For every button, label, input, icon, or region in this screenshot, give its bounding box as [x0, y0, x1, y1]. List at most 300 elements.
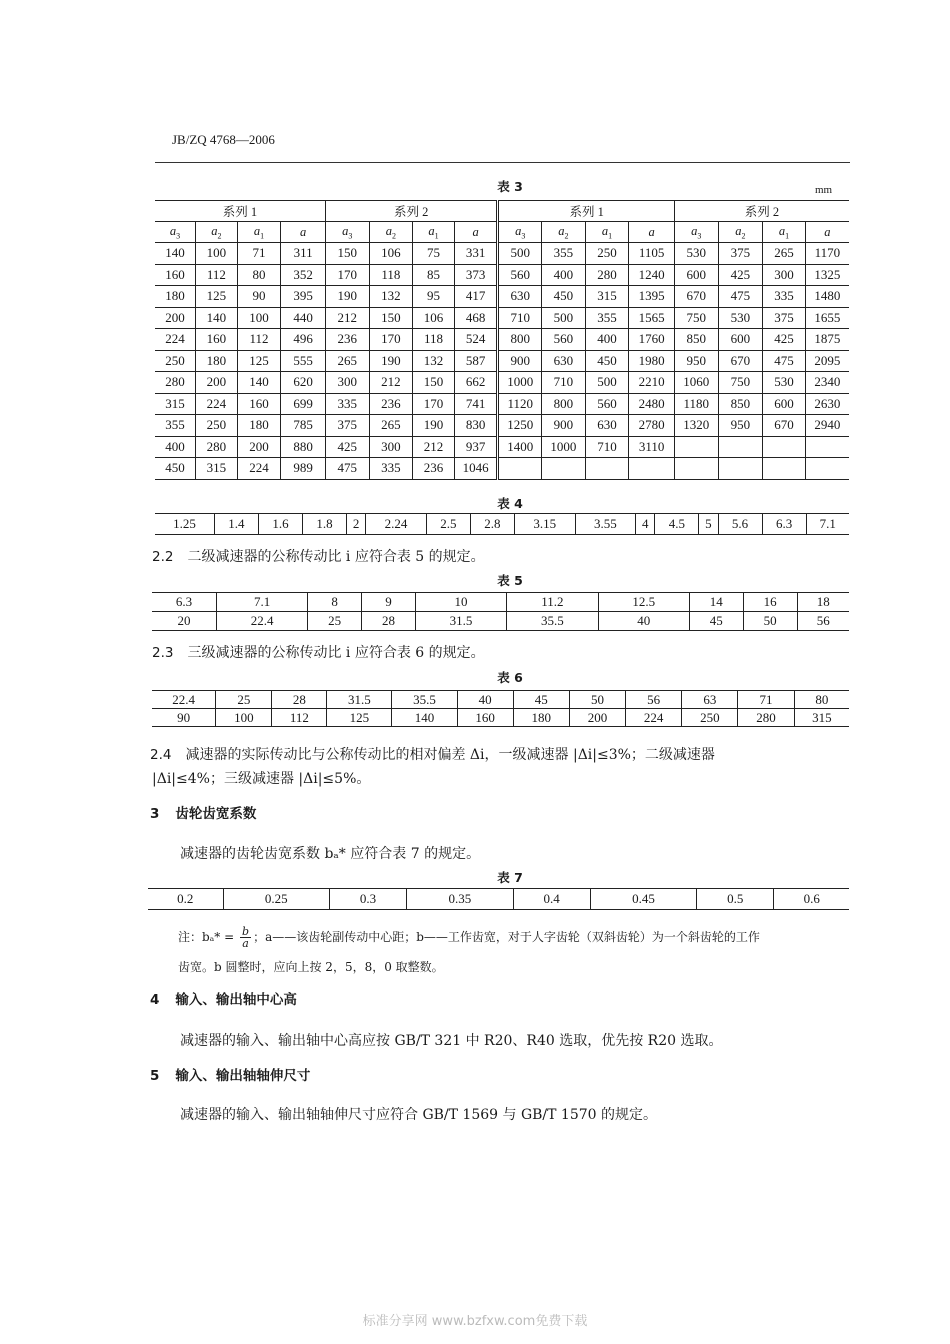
table-cell: 190: [369, 350, 413, 372]
table-cell: 630: [585, 415, 629, 437]
table-cell: [542, 458, 586, 480]
section-3-heading: [150, 802, 256, 822]
table-cell: 352: [281, 264, 326, 286]
table-cell: 9: [362, 593, 416, 612]
table-cell: 250: [682, 709, 738, 727]
table3-col-symbol: a: [385, 223, 392, 238]
table-cell: 1325: [805, 264, 849, 286]
table-cell: 265: [325, 350, 369, 372]
table-cell: 400: [542, 264, 586, 286]
table3-col-a: [629, 222, 675, 243]
table-cell: 5: [699, 514, 718, 535]
table-cell: 750: [674, 307, 718, 329]
table-cell: 100: [216, 709, 272, 727]
table-cell: 1000: [498, 372, 542, 394]
table-cell: 0.25: [223, 889, 329, 910]
table3-col-a2: [369, 222, 413, 243]
table-cell: 375: [763, 307, 806, 329]
table3-col-subscript: 3: [697, 231, 702, 241]
table-cell: 250: [155, 350, 196, 372]
table3-col-subscript: 3: [521, 231, 526, 241]
table-cell: 0.35: [407, 889, 513, 910]
table-cell: 1060: [674, 372, 718, 394]
table3-col-symbol: a: [342, 223, 349, 238]
table-cell: 4: [636, 514, 655, 535]
table-cell: 180: [237, 415, 281, 437]
table-cell: 2095: [805, 350, 849, 372]
table-cell: 280: [585, 264, 629, 286]
table-row: [155, 415, 849, 437]
footer-watermark: 标准分享网 www.bzfxw.com免费下载: [362, 1314, 588, 1329]
table-cell: 56: [626, 691, 682, 709]
table-cell: 150: [325, 243, 369, 265]
table3-col-subscript: 2: [392, 231, 396, 241]
table-cell: 1046: [454, 458, 498, 480]
table-row: [155, 436, 849, 458]
para-2-4-line1: [150, 744, 715, 764]
table-cell: 125: [237, 350, 281, 372]
table-cell: 200: [569, 709, 625, 727]
table-cell: 0.4: [513, 889, 590, 910]
section-5-number: 5: [150, 1068, 160, 1084]
table3-col-a3: [325, 222, 369, 243]
table-cell: 140: [237, 372, 281, 394]
table5-caption: 表 5: [497, 573, 523, 588]
table-cell: 170: [413, 393, 455, 415]
note-line1-rest: ；a——该齿轮副传动中心距；b——工作齿宽，对于人字齿轮（双斜齿轮）为一个斜齿轮的工作: [253, 930, 760, 944]
table-cell: 1000: [542, 436, 586, 458]
table-cell: 699: [281, 393, 326, 415]
table-cell: [629, 458, 675, 480]
table-cell: 90: [152, 709, 216, 727]
table-cell: 80: [237, 264, 281, 286]
table3-col-symbol: a: [299, 224, 307, 239]
table-cell: 35.5: [507, 612, 598, 631]
table4: [155, 513, 849, 535]
table-cell: 500: [542, 307, 586, 329]
table6-caption: 表 6: [497, 670, 523, 685]
table-cell: 90: [237, 286, 281, 308]
table-cell: 1400: [498, 436, 542, 458]
table-cell: 425: [325, 436, 369, 458]
table-cell: 1480: [805, 286, 849, 308]
table-cell: 224: [155, 329, 196, 351]
table3-col-symbol: a: [253, 223, 261, 238]
table-cell: 212: [413, 436, 455, 458]
table-cell: 530: [674, 243, 718, 265]
table-cell: 170: [325, 264, 369, 286]
table3-col-a1: [237, 222, 281, 243]
table-cell: 2780: [629, 415, 675, 437]
table-cell: 40: [457, 691, 513, 709]
para-2-4-text-line1: 减速器的实际传动比与公称传动比的相对偏差 Δi，一级减速器 |Δi|≤3%；二级减速器: [185, 747, 715, 763]
table-cell: 28: [272, 691, 327, 709]
table-cell: 200: [196, 372, 238, 394]
table-cell: 1395: [629, 286, 675, 308]
table-cell: 150: [413, 372, 455, 394]
table3-col-subscript: 2: [741, 231, 746, 241]
table-cell: 224: [196, 393, 238, 415]
table-cell: 425: [718, 264, 763, 286]
table-cell: 2.24: [366, 514, 427, 535]
table-cell: 989: [281, 458, 326, 480]
table-cell: 280: [738, 709, 794, 727]
header-rule: [155, 162, 850, 163]
table3-col-a2: [542, 222, 586, 243]
para-3: 减速器的齿轮齿宽系数 bₐ* 应符合表 7 的规定。: [180, 846, 481, 862]
table3-col-subscript: 3: [348, 231, 353, 241]
table-cell: 22.4: [152, 691, 216, 709]
table-cell: 1565: [629, 307, 675, 329]
table-cell: 620: [281, 372, 326, 394]
table-cell: 250: [196, 415, 238, 437]
table5: [152, 592, 849, 631]
table3-col-symbol: a: [648, 224, 655, 239]
table-cell: [674, 436, 718, 458]
section-4-title: 输入、输出轴中心高: [175, 992, 297, 1008]
table7: [148, 888, 849, 910]
table-cell: 125: [327, 709, 392, 727]
table3-col-subscript: 1: [260, 231, 265, 241]
table-cell: [718, 458, 763, 480]
section-5-heading: [150, 1064, 310, 1084]
table-cell: 0.3: [329, 889, 406, 910]
table3-col-subscript: 1: [608, 231, 613, 241]
table-cell: 28: [362, 612, 416, 631]
table-cell: 265: [369, 415, 413, 437]
table-cell: [763, 436, 806, 458]
table3-col-a: [454, 222, 498, 243]
table-cell: 25: [308, 612, 362, 631]
table-cell: 710: [498, 307, 542, 329]
table-cell: 850: [718, 393, 763, 415]
table-cell: 1655: [805, 307, 849, 329]
table-cell: 12.5: [598, 593, 689, 612]
table-cell: 190: [325, 286, 369, 308]
para-2-3: [152, 642, 485, 662]
table-cell: 106: [369, 243, 413, 265]
table-cell: 450: [542, 286, 586, 308]
table-cell: 670: [763, 415, 806, 437]
table-cell: 600: [674, 264, 718, 286]
table-row: [155, 372, 849, 394]
table-cell: 112: [272, 709, 327, 727]
table3-col-a: [805, 222, 849, 243]
table-cell: 6.3: [152, 593, 216, 612]
table-cell: 315: [794, 709, 849, 727]
table-cell: 4.5: [655, 514, 699, 535]
table3-col-a3: [498, 222, 542, 243]
table-cell: 40: [598, 612, 689, 631]
table-cell: 125: [196, 286, 238, 308]
table-cell: 280: [196, 436, 238, 458]
table-cell: 600: [718, 329, 763, 351]
table-cell: 1120: [498, 393, 542, 415]
table-cell: 0.6: [774, 889, 849, 910]
table-cell: 710: [585, 436, 629, 458]
table-cell: 31.5: [415, 612, 506, 631]
table-row: [155, 393, 849, 415]
table3-col-a1: [585, 222, 629, 243]
table-cell: [805, 458, 849, 480]
table-cell: 3110: [629, 436, 675, 458]
table-cell: 2.5: [426, 514, 470, 535]
table-cell: 140: [392, 709, 457, 727]
table-cell: 3.15: [514, 514, 575, 535]
table3-series2-right: 系列 2: [674, 201, 849, 222]
table-cell: 355: [585, 307, 629, 329]
table3-col-symbol: a: [472, 224, 479, 239]
table-cell: 530: [718, 307, 763, 329]
table-cell: 112: [237, 329, 281, 351]
table-row: [155, 286, 849, 308]
table-cell: 880: [281, 436, 326, 458]
table-cell: 335: [763, 286, 806, 308]
table-cell: 450: [155, 458, 196, 480]
table7-caption: 表 7: [497, 870, 523, 885]
table-cell: 140: [155, 243, 196, 265]
table-cell: 160: [457, 709, 513, 727]
table-cell: 355: [542, 243, 586, 265]
table-cell: 800: [542, 393, 586, 415]
table-cell: 315: [196, 458, 238, 480]
table-cell: 2630: [805, 393, 849, 415]
table-cell: 160: [196, 329, 238, 351]
table-cell: 224: [237, 458, 281, 480]
table3: [155, 200, 849, 480]
table3-col-symbol: a: [515, 223, 522, 238]
table-cell: 2480: [629, 393, 675, 415]
table-cell: 331: [454, 243, 498, 265]
table3-col-subscript: 3: [176, 231, 181, 241]
table3-caption: 表 3: [497, 179, 523, 194]
table-cell: 800: [498, 329, 542, 351]
section-3-title: 齿轮齿宽系数: [175, 806, 257, 822]
table-cell: 118: [369, 264, 413, 286]
table-cell: 395: [281, 286, 326, 308]
table-row: [155, 307, 849, 329]
table-cell: 85: [413, 264, 455, 286]
section-4-heading: [150, 988, 297, 1008]
table-cell: [585, 458, 629, 480]
table3-col-symbol: a: [691, 223, 698, 238]
table3-col-a3: [155, 222, 196, 243]
table-cell: 311: [281, 243, 326, 265]
table-cell: 10: [415, 593, 506, 612]
table-cell: 6.3: [762, 514, 806, 535]
table-row: [155, 243, 849, 265]
table-cell: [805, 436, 849, 458]
table3-col-a1: [763, 222, 806, 243]
table-cell: 280: [155, 372, 196, 394]
para-2-2-text: 二级减速器的公称传动比 i 应符合表 5 的规定。: [187, 549, 485, 565]
table-cell: 20: [152, 612, 216, 631]
table-row: [155, 350, 849, 372]
table-cell: 1.4: [214, 514, 258, 535]
table-cell: 830: [454, 415, 498, 437]
table3-col-a: [281, 222, 326, 243]
table-cell: 1980: [629, 350, 675, 372]
table3-unit: mm: [815, 184, 833, 196]
table-cell: 95: [413, 286, 455, 308]
table-cell: 75: [413, 243, 455, 265]
table-cell: 496: [281, 329, 326, 351]
table-cell: 750: [718, 372, 763, 394]
table-cell: 1.6: [258, 514, 302, 535]
table7-note-line2: 齿宽。b 圆整时，应向上按 2，5，8，0 取整数。: [178, 960, 444, 974]
table-cell: [763, 458, 806, 480]
table-cell: 440: [281, 307, 326, 329]
table-cell: 475: [325, 458, 369, 480]
table-cell: 560: [542, 329, 586, 351]
table-cell: 180: [155, 286, 196, 308]
table-cell: 1760: [629, 329, 675, 351]
table-cell: 25: [216, 691, 272, 709]
table-cell: 0.5: [697, 889, 774, 910]
table-cell: 1.25: [155, 514, 214, 535]
table6: [152, 690, 849, 727]
para-2-2: [152, 546, 485, 566]
table-cell: 1.8: [302, 514, 346, 535]
table-cell: 8: [308, 593, 362, 612]
table-cell: 475: [718, 286, 763, 308]
table4-caption: 表 4: [497, 496, 523, 511]
note-fraction: [240, 926, 251, 949]
table-cell: 850: [674, 329, 718, 351]
table-cell: 587: [454, 350, 498, 372]
table-cell: 5.6: [718, 514, 762, 535]
table-cell: 937: [454, 436, 498, 458]
table-cell: [718, 436, 763, 458]
table-cell: 18: [797, 593, 849, 612]
table3-series1-right: 系列 1: [498, 201, 675, 222]
table-cell: 200: [237, 436, 281, 458]
table-cell: 2: [347, 514, 366, 535]
table-cell: 1240: [629, 264, 675, 286]
table-cell: 315: [155, 393, 196, 415]
table-cell: 710: [542, 372, 586, 394]
para-2-4-line2: |Δi|≤4%；三级减速器 |Δi|≤5%。: [152, 771, 371, 787]
table-cell: 373: [454, 264, 498, 286]
table3-col-a3: [674, 222, 718, 243]
table-cell: 2340: [805, 372, 849, 394]
table-cell: 170: [369, 329, 413, 351]
table-cell: 785: [281, 415, 326, 437]
para-4: 减速器的输入、输出轴中心高应按 GB/T 321 中 R20、R40 选取，优先按 R20 选取。: [180, 1033, 723, 1049]
table-cell: 555: [281, 350, 326, 372]
table-cell: 100: [237, 307, 281, 329]
table-cell: 112: [196, 264, 238, 286]
table3-col-symbol: a: [211, 223, 218, 238]
table-cell: 2940: [805, 415, 849, 437]
table3-col-symbol: a: [428, 223, 435, 238]
table-cell: 335: [369, 458, 413, 480]
table-cell: [498, 458, 542, 480]
table-cell: 630: [542, 350, 586, 372]
table-cell: 212: [369, 372, 413, 394]
table-cell: 56: [797, 612, 849, 631]
table-cell: 118: [413, 329, 455, 351]
table-cell: 1320: [674, 415, 718, 437]
table-cell: 400: [155, 436, 196, 458]
table-cell: 100: [196, 243, 238, 265]
table-cell: 265: [763, 243, 806, 265]
table3-col-subscript: 1: [434, 231, 439, 241]
table-cell: 140: [196, 307, 238, 329]
document-code: JB/ZQ 4768—2006: [172, 132, 275, 147]
table-cell: 7.1: [806, 514, 849, 535]
table-cell: 500: [585, 372, 629, 394]
table-cell: 425: [763, 329, 806, 351]
table-cell: 1875: [805, 329, 849, 351]
table3-series1-left: 系列 1: [155, 201, 325, 222]
table-cell: 106: [413, 307, 455, 329]
table-cell: 315: [585, 286, 629, 308]
para-2-3-text: 三级减速器的公称传动比 i 应符合表 6 的规定。: [187, 645, 485, 661]
table-cell: 71: [738, 691, 794, 709]
table-cell: 45: [513, 691, 569, 709]
table-cell: 3.55: [575, 514, 636, 535]
table-cell: 224: [626, 709, 682, 727]
table-cell: 150: [369, 307, 413, 329]
table3-col-symbol: a: [778, 223, 786, 238]
table-row: [155, 264, 849, 286]
table3-col-subscript: 2: [217, 231, 222, 241]
table3-col-subscript: 1: [785, 231, 790, 241]
table-cell: 200: [155, 307, 196, 329]
table-cell: 132: [369, 286, 413, 308]
section-4-number: 4: [150, 992, 160, 1008]
section-5-title: 输入、输出轴轴伸尺寸: [175, 1068, 311, 1084]
table-cell: 50: [743, 612, 797, 631]
table-cell: 450: [585, 350, 629, 372]
table-row: [155, 329, 849, 351]
table-cell: 500: [498, 243, 542, 265]
table-cell: 7.1: [216, 593, 307, 612]
table-cell: 236: [413, 458, 455, 480]
table-cell: 1170: [805, 243, 849, 265]
section-3-number: 3: [150, 806, 160, 822]
table3-col-symbol: a: [824, 224, 831, 239]
table-cell: 2210: [629, 372, 675, 394]
table-cell: 0.2: [148, 889, 223, 910]
table-cell: 630: [498, 286, 542, 308]
table3-col-symbol: a: [601, 223, 609, 238]
table-cell: 355: [155, 415, 196, 437]
table7-note-line1: [178, 926, 760, 949]
table-cell: 31.5: [327, 691, 392, 709]
table-cell: 468: [454, 307, 498, 329]
table-cell: 1105: [629, 243, 675, 265]
para-5: 减速器的输入、输出轴轴伸尺寸应符合 GB/T 1569 与 GB/T 1570 的规定。: [180, 1107, 658, 1123]
table3-col-symbol: a: [735, 223, 742, 238]
note-prefix: 注：bₐ* =: [178, 930, 235, 944]
table-cell: 22.4: [216, 612, 307, 631]
table-cell: 190: [413, 415, 455, 437]
table-cell: 300: [763, 264, 806, 286]
table-cell: 950: [674, 350, 718, 372]
table-cell: 375: [718, 243, 763, 265]
table3-col-a1: [413, 222, 455, 243]
table-cell: 300: [369, 436, 413, 458]
table-cell: 900: [498, 350, 542, 372]
table-cell: 14: [689, 593, 743, 612]
table-cell: 160: [155, 264, 196, 286]
table-cell: 180: [513, 709, 569, 727]
table-cell: 45: [689, 612, 743, 631]
table-cell: 236: [369, 393, 413, 415]
table-cell: 236: [325, 329, 369, 351]
